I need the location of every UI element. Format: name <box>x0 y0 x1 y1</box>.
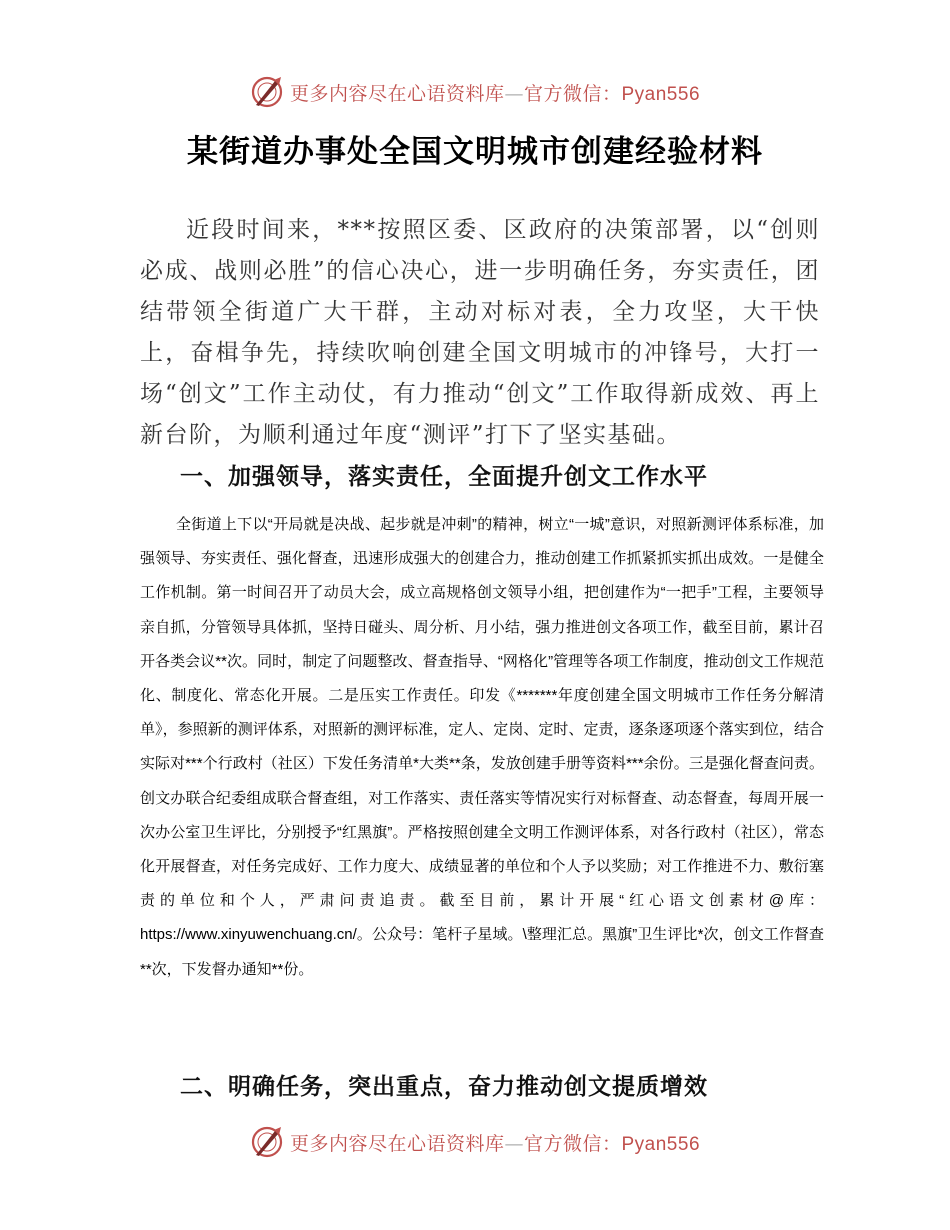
intro-paragraph: 近段时间来，***按照区委、区政府的决策部署，以“创则必成、战则必胜”的信心决心，进一步明确任务，夯实责任，团结带领全街道广大干群，主动对标对表，全力攻坚，大干快上，奋楫争先，持续吹响创建全国文明城市的冲锋号，大打一场“创文”工作主动仗，有力推动“创文”工作取得新成效、再上新台阶，为顺利通过年度“测评”打下了坚实基础。 <box>140 217 820 448</box>
header-watermark-banner <box>0 72 950 112</box>
document-title: 某街道办事处全国文明城市创建经验材料 <box>187 134 763 170</box>
section-1-heading: 一、加强领导，落实责任，全面提升创文工作水平 <box>180 463 708 490</box>
watermark-text: 更多内容尽在心语资料库—官方微信：Pyan556 <box>289 82 701 105</box>
section-1-body: 全街道上下以“开局就是决战、起步就是冲刺”的精神，树立“一城”意识，对照新测评体系标准，加强领导、夯实责任、强化督查，迅速形成强大的创建合力，推动创建工作抓紧抓实抓出成效。一是健全工作机制。第一时间召开了动员大会，成立高规格创文领导小组，把创建作为“一把手”工程，主要领导亲自抓，分管领导具体抓，坚持日碰头、周分析、月小结，强力推进创文各项工作，截至目前，累计召开各类会议**次。同时，制定了问题整改、督查指导、“网格化”管理等各项工作制度，推动创文工作规范化、制度化、常态化开展。二是压实工作责任。印发《*******年度创建全国文明城市工作任务分解清单》，参照新的测评体系，对照新的测评标准，定人、定岗、定时、定责，逐条逐项逐个落实到位，结合实际对***个行政村（社区）下发任务清单*大类**条，发放创建手册等资料***余份。三是强化督查问责。创文办联合纪委组成联合督查组，对工作落实、责任落实等情况实行对标督查、动态督查，每周开展一次办公室卫生评比，分别授予“红黑旗”。严格按照创建全文明工作测评体系，对各行政村（社区），常态化开展督查，对任务完成好、工作力度大、成绩显著的单位和个人予以奖励；对工作推进不力、敷衍塞责的单位和个人，严肃问责追责。截至目前，累计开展“红心语文创素材@库：https://www.xinyuwenchuang.cn/。公众号：笔杆子星域。\整理汇总。黑旗”卫生评比*次，创文工作督查**次，下发督办通知**份。 <box>140 516 824 978</box>
quill-seal-logo-icon <box>250 1125 284 1159</box>
watermark-text: 更多内容尽在心语资料库—官方微信：Pyan556 <box>289 1132 701 1155</box>
quill-seal-logo-icon <box>250 75 284 109</box>
footer-watermark-banner <box>0 1122 950 1162</box>
section-2-heading: 二、明确任务，突出重点，奋力推动创文提质增效 <box>180 1073 708 1100</box>
